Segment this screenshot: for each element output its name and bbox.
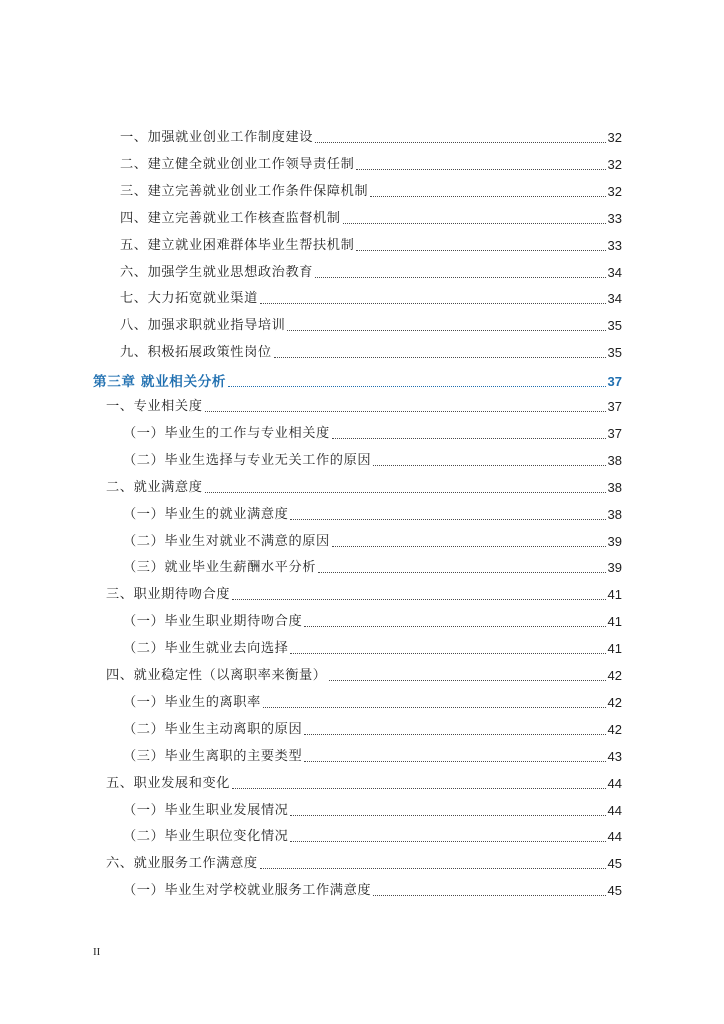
dot-leader	[228, 386, 605, 387]
toc-entry[interactable]	[120, 316, 622, 336]
dot-leader	[263, 707, 606, 708]
toc-entry-page-number: 42	[607, 694, 622, 710]
toc-entry[interactable]	[123, 720, 622, 740]
dot-leader	[329, 680, 606, 681]
toc-entry[interactable]	[106, 397, 622, 417]
toc-entry-label: 三、建立完善就业创业工作条件保障机制	[120, 183, 369, 199]
toc-entry-page-number: 38	[607, 506, 622, 522]
toc-entry-page-number: 44	[607, 802, 622, 818]
dot-leader	[290, 841, 605, 842]
toc-entry-page-number: 44	[607, 775, 622, 791]
toc-entry-page-number: 35	[607, 318, 622, 334]
dot-leader	[315, 142, 606, 143]
dot-leader	[370, 196, 605, 197]
dot-leader	[290, 519, 605, 520]
dot-leader	[356, 169, 605, 170]
toc-entry-page-number: 38	[607, 452, 622, 468]
toc-entry-page-number: 43	[607, 748, 622, 764]
dot-leader	[373, 465, 605, 466]
dot-leader	[260, 868, 606, 869]
toc-entry-page-number: 38	[607, 479, 622, 495]
toc-entry-page-number: 32	[607, 183, 622, 199]
toc-entry-page-number: 41	[607, 587, 622, 603]
toc-entry-label: 一、加强就业创业工作制度建设	[120, 130, 314, 145]
toc-entry-label: 一、专业相关度	[106, 399, 203, 414]
toc-entry-label: 四、建立完善就业工作核查监督机制	[120, 210, 341, 226]
toc-entry-label: （二）毕业生就业去向选择	[123, 641, 289, 657]
toc-entry-page-number: 39	[607, 533, 622, 549]
toc-entry-label: （二）毕业生对就业不满意的原因	[123, 533, 330, 549]
toc-entry[interactable]	[120, 343, 622, 363]
toc-entry[interactable]	[120, 182, 622, 202]
toc-entry-label: （一）毕业生职业发展情况	[123, 802, 289, 818]
toc-entry[interactable]	[120, 236, 622, 256]
toc-entry-label: （二）毕业生选择与专业无关工作的原因	[123, 452, 372, 468]
page-number-footer: II	[93, 946, 101, 958]
toc-entry-label: （二）毕业生主动离职的原因	[123, 721, 303, 737]
toc-entry-label: 二、建立健全就业创业工作领导责任制	[120, 156, 355, 172]
toc-entry-label: 六、加强学生就业思想政治教育	[120, 264, 314, 280]
toc-entry[interactable]	[106, 854, 622, 874]
toc-entry-page-number: 32	[607, 156, 622, 172]
dot-leader	[318, 572, 606, 573]
toc-entry-label: （一）毕业生的离职率	[123, 694, 261, 710]
toc-entry-page-number: 33	[607, 210, 622, 226]
dot-leader	[304, 626, 605, 627]
toc-entry-page-number: 44	[607, 829, 622, 845]
toc-entry-label: （二）毕业生职位变化情况	[123, 829, 289, 845]
toc-entry-label: 二、就业满意度	[106, 479, 203, 495]
toc-entry-label: 六、就业服务工作满意度	[106, 856, 258, 872]
toc-entry[interactable]	[120, 209, 622, 229]
toc-entry-page-number: 35	[607, 345, 622, 361]
toc-entry[interactable]	[123, 424, 622, 444]
toc-entry[interactable]	[123, 801, 622, 821]
toc-entry-label: （一）毕业生对学校就业服务工作满意度	[123, 883, 372, 899]
toc-entry-label: 四、就业稳定性（以离职率来衡量）	[106, 668, 327, 683]
toc-entry[interactable]	[106, 585, 622, 605]
dot-leader	[332, 546, 606, 547]
toc-entry-page-number: 37	[607, 374, 622, 390]
toc-entry[interactable]	[106, 666, 622, 686]
toc-entry[interactable]	[120, 128, 622, 148]
toc-entry-page-number: 34	[607, 291, 622, 307]
toc-entry-label: （一）毕业生职业期待吻合度	[123, 614, 303, 630]
toc-entry[interactable]	[123, 747, 622, 767]
toc-entry-label: （一）毕业生的工作与专业相关度	[123, 425, 330, 441]
toc-entry[interactable]	[123, 505, 622, 525]
toc-entry[interactable]	[123, 612, 622, 632]
toc-entry-label: 七、大力拓宽就业渠道	[120, 291, 258, 307]
toc-chapter-entry[interactable]	[93, 372, 622, 392]
toc-entry-page-number: 32	[607, 130, 622, 145]
dot-leader	[343, 223, 606, 224]
dot-leader	[232, 788, 605, 789]
toc-entry-page-number: 37	[607, 425, 622, 441]
toc-entry-label: （一）毕业生的就业满意度	[123, 506, 289, 522]
toc-entry[interactable]	[120, 263, 622, 283]
dot-leader	[274, 357, 606, 358]
dot-leader	[290, 653, 605, 654]
toc-entry-label: 八、加强求职就业指导培训	[120, 318, 286, 334]
toc-entry[interactable]	[123, 451, 622, 471]
dot-leader	[373, 895, 605, 896]
toc-entry[interactable]	[123, 532, 622, 552]
toc-entry[interactable]	[123, 639, 622, 659]
toc-entry-page-number: 45	[607, 883, 622, 899]
toc-entry-page-number: 39	[607, 560, 622, 576]
dot-leader	[356, 250, 605, 251]
dot-leader	[304, 761, 605, 762]
toc-entry[interactable]	[106, 774, 622, 794]
dot-leader	[287, 330, 605, 331]
toc-entry-label: 三、职业期待吻合度	[106, 587, 231, 603]
toc-entry-page-number: 42	[607, 721, 622, 737]
dot-leader	[205, 411, 606, 412]
toc-entry-label: 五、职业发展和变化	[106, 775, 231, 791]
toc-entry-page-number: 41	[607, 614, 622, 630]
toc-entry-page-number: 45	[607, 856, 622, 872]
toc-entry[interactable]	[106, 478, 622, 498]
dot-leader	[260, 303, 606, 304]
toc-entry-page-number: 33	[607, 237, 622, 253]
dot-leader	[232, 599, 605, 600]
toc-entry[interactable]	[120, 155, 622, 175]
toc-entry-label: 九、积极拓展政策性岗位	[120, 345, 272, 361]
toc-entry[interactable]	[123, 693, 622, 713]
dot-leader	[315, 277, 606, 278]
toc-entry[interactable]	[123, 558, 622, 578]
dot-leader	[304, 734, 605, 735]
toc-entry-label: （三）就业毕业生薪酬水平分析	[123, 560, 317, 576]
toc-entry-label: 五、建立就业困难群体毕业生帮扶机制	[120, 237, 355, 253]
toc-entry-label: 第三章 就业相关分析	[93, 374, 227, 391]
dot-leader	[205, 492, 606, 493]
toc-entry[interactable]	[120, 289, 622, 309]
dot-leader	[332, 438, 606, 439]
toc-entry-page-number: 34	[607, 264, 622, 280]
toc-entry[interactable]	[123, 827, 622, 847]
toc-entry-label: （三）毕业生离职的主要类型	[123, 748, 303, 764]
toc-entry-page-number: 37	[607, 399, 622, 414]
toc-entry-page-number: 41	[607, 641, 622, 657]
dot-leader	[290, 815, 605, 816]
toc-entry[interactable]	[123, 881, 622, 901]
toc-entry-page-number: 42	[607, 668, 622, 683]
